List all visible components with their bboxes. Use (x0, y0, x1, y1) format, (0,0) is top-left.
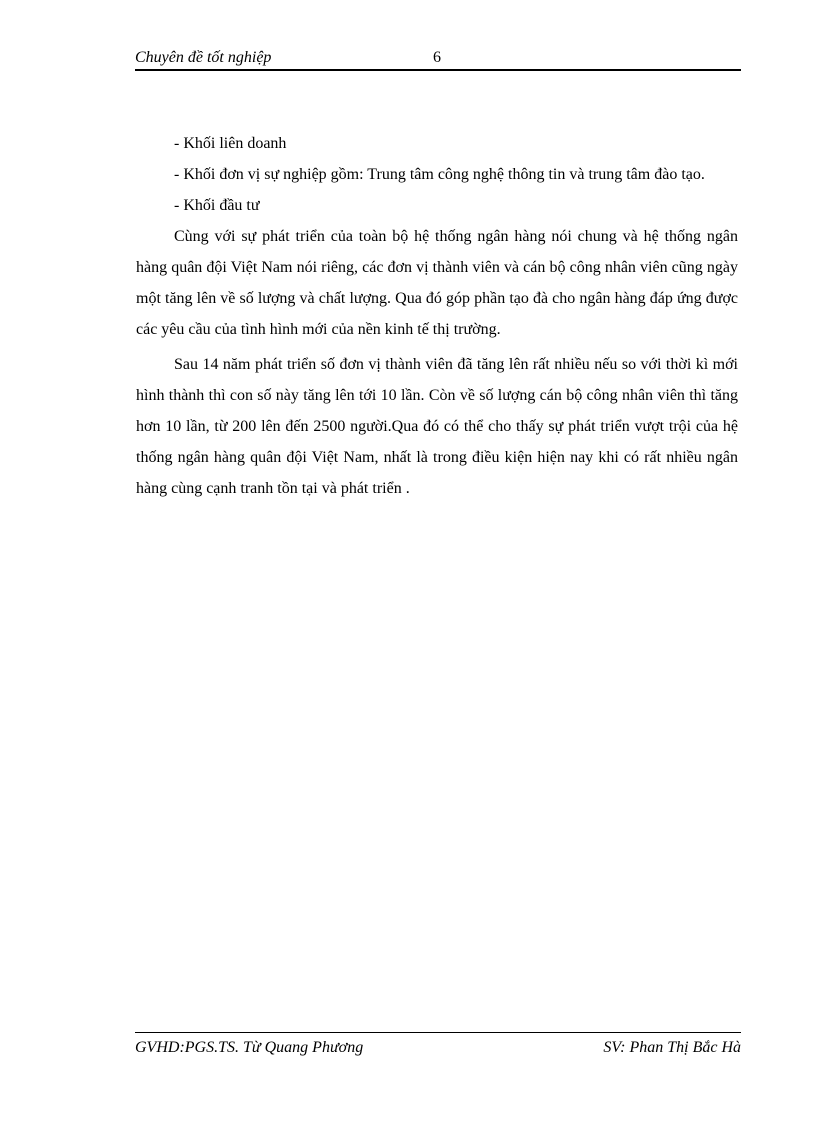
header-divider (135, 69, 741, 71)
list-item-investment: - Khối đầu tư (174, 197, 260, 214)
document-body (136, 128, 738, 504)
student-name: SV: Phan Thị Bắc Hà (603, 1039, 741, 1056)
footer-divider (135, 1032, 741, 1033)
list-item-non-business-units: - Khối đơn vị sự nghiệp gồm: Trung tâm công nghệ thông tin và trung tâm đào tạo. (174, 166, 705, 183)
advisor-name: GVHD:PGS.TS. Từ Quang Phương (135, 1039, 364, 1056)
paragraph-development: Cùng với sự phát triển của toàn bộ hệ thống ngân hàng nói chung và hệ thống ngân hàng quân đội Việt Nam nói riêng, các đơn vị thành viên và cán bộ công nhân viên cũng ngày một tăng lên về số lượng và chất lượng. Qua đó góp phần tạo đà cho ngân hàng đáp ứng được các yêu cầu của tình hình mới của nền kinh tế thị trường. (136, 228, 738, 338)
page-number: 6 (433, 49, 441, 66)
page-header (135, 47, 741, 69)
page-footer (135, 1037, 741, 1059)
document-title: Chuyên đề tốt nghiệp (135, 49, 272, 66)
paragraph-growth: Sau 14 năm phát triển số đơn vị thành viên đã tăng lên rất nhiều nếu so với thời kì mới hình thành thì con số này tăng lên tới 10 lần. Còn về số lượng cán bộ công nhân viên thì tăng hơn 10 lần, từ 200 lên đến 2500 người.Qua đó có thể cho thấy sự phát triển vượt trội của hệ thống ngân hàng quân đội Việt Nam, nhất là trong điều kiện hiện nay khi có rất nhiều ngân hàng cùng cạnh tranh tồn tại và phát triển . (136, 356, 738, 497)
list-item-joint-venture: - Khối liên doanh (174, 135, 287, 152)
